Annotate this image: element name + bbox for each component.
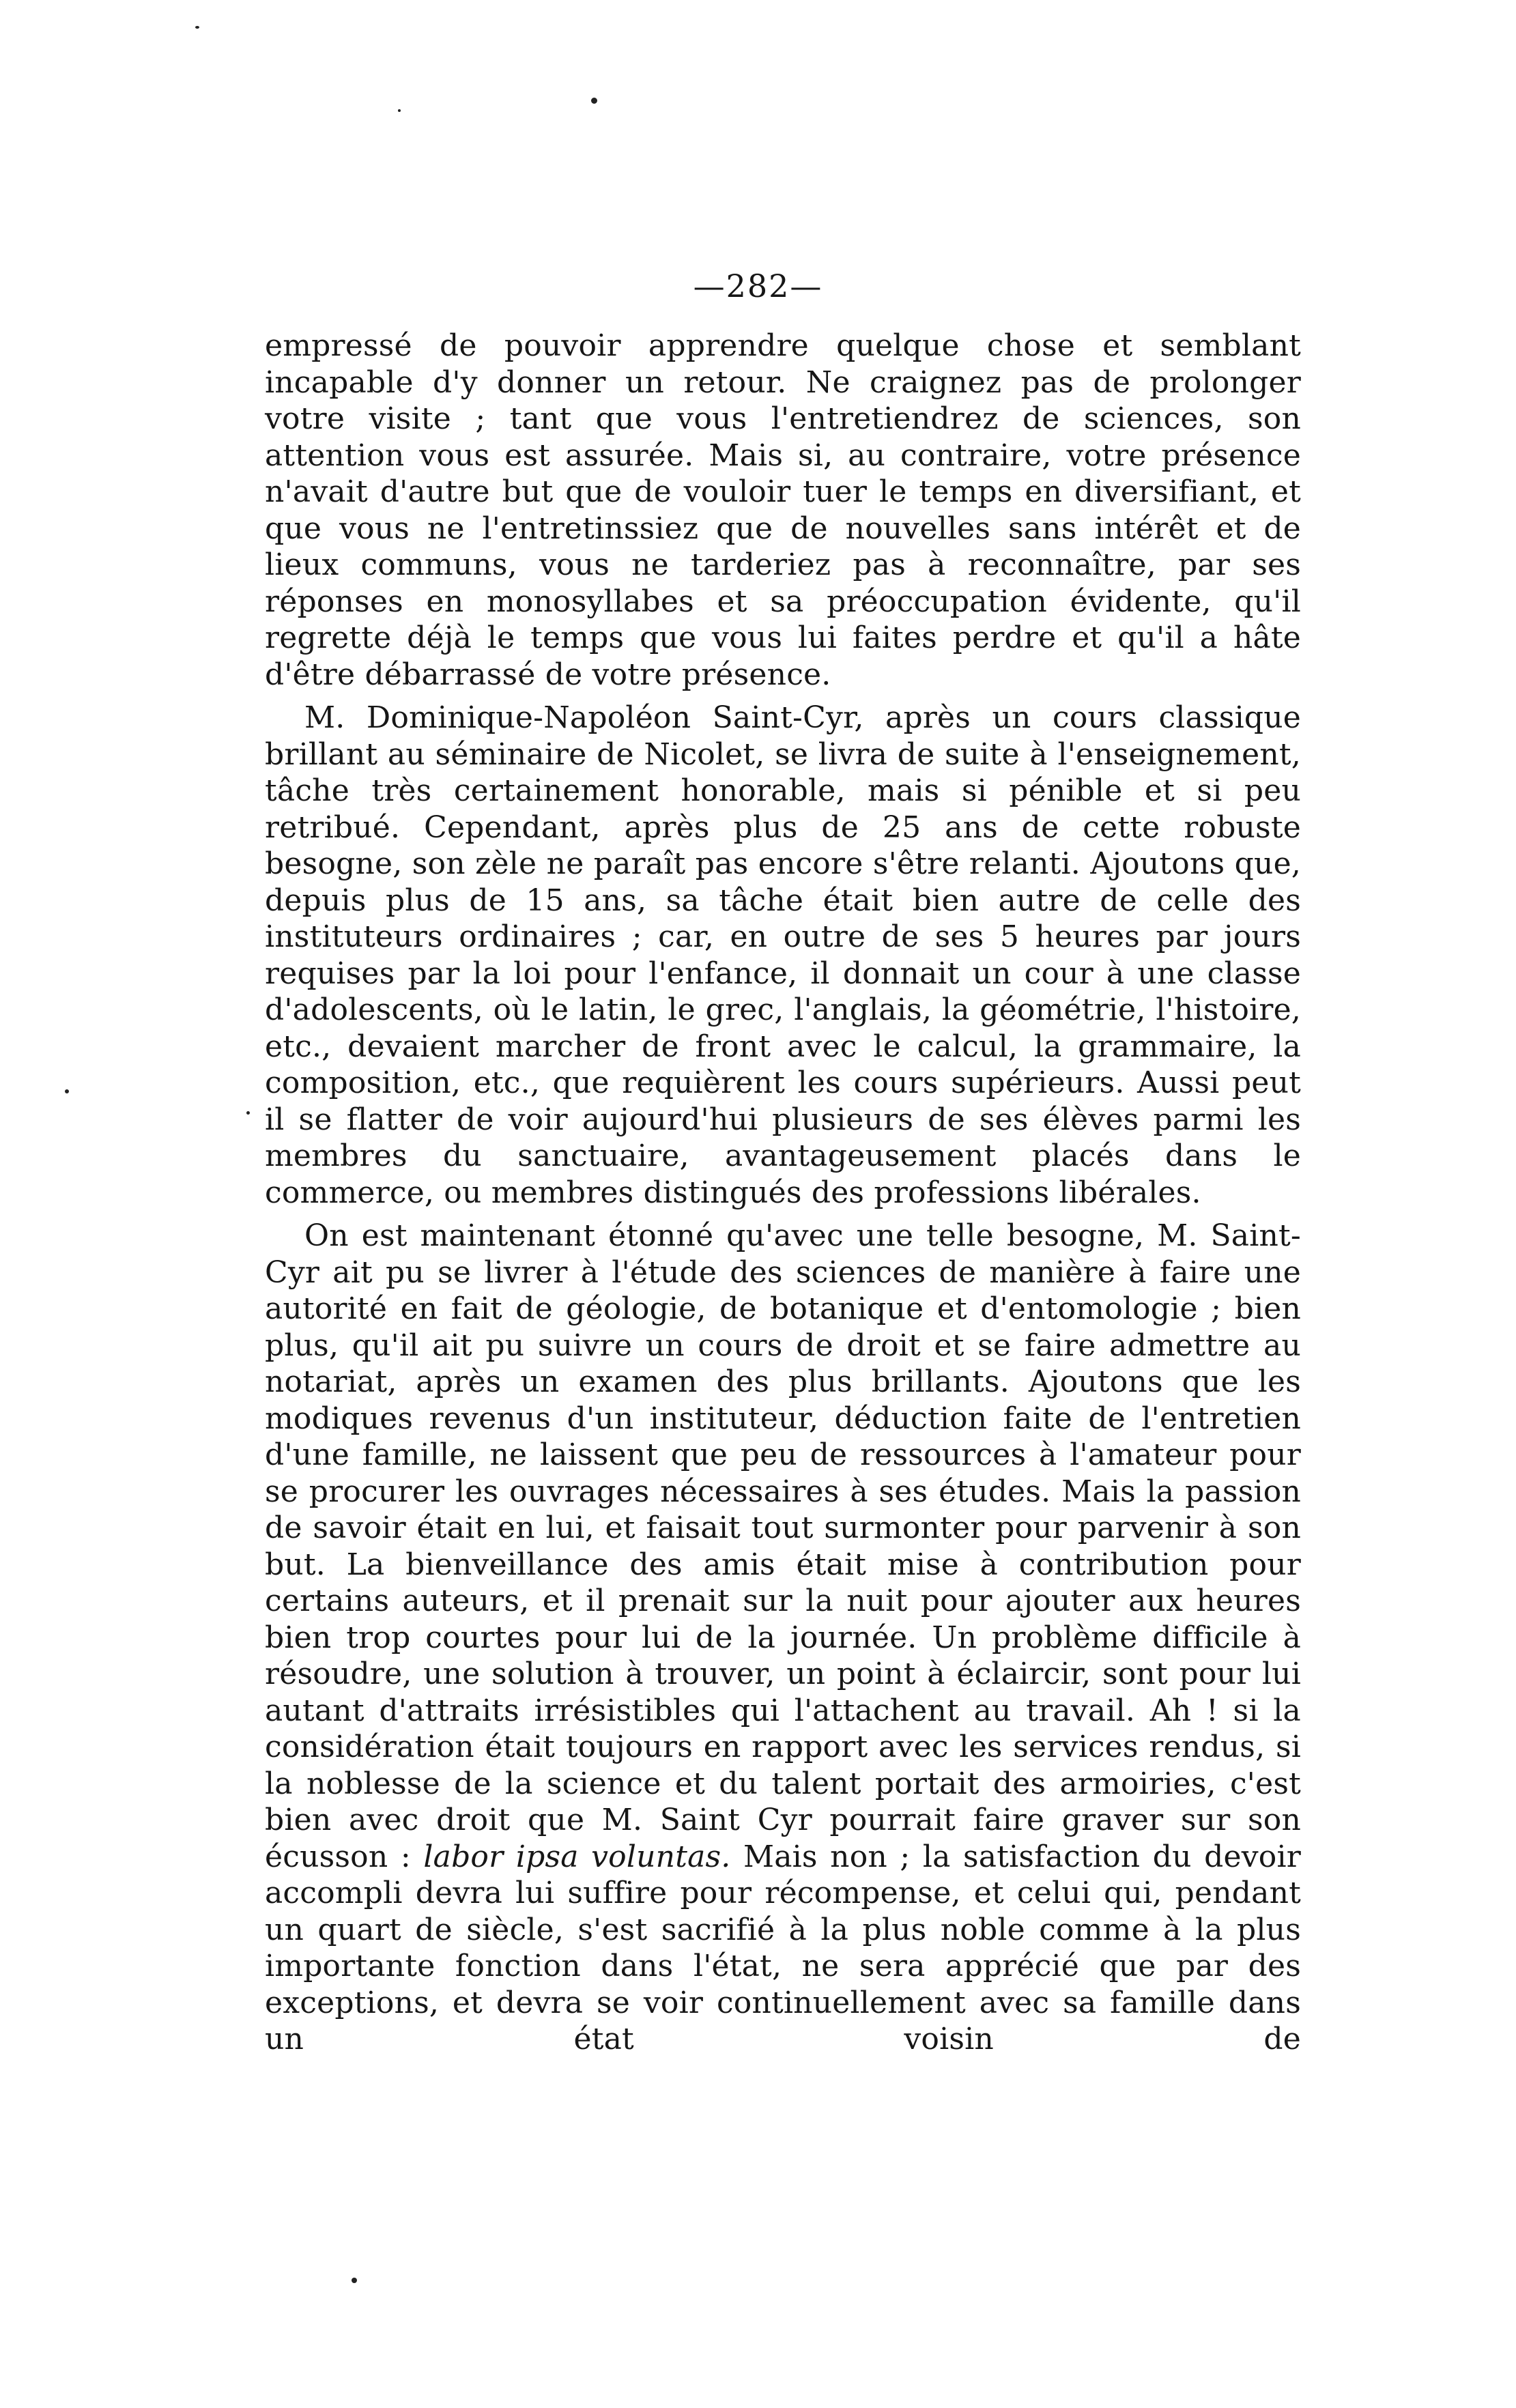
ink-speck xyxy=(591,98,597,104)
body-text xyxy=(265,328,1301,2058)
ink-speck xyxy=(246,1111,250,1115)
ink-speck xyxy=(398,109,401,112)
paragraph: empressé de pouvoir apprendre quelque chose et semblant incapable d'y donner un retour. Ne craignez pas de prolonger votre visite ; tant que vous l'entretiendrez de sciences, son attention vous est assurée. Mais si, au contraire, votre présence n'avait d'autre but que de vouloir tuer le temps en diversifiant, et que vous ne l'entretinssiez que de nouvelles sans intérêt et de lieux communs, vous ne tarderiez pas à reconnaître, par ses réponses en monosyllabes et sa préoccupation évidente, qu'il regrette déjà le temps que vous lui faites perdre et qu'il a hâte d'être débarrassé de votre présence. xyxy=(265,328,1301,692)
paragraph xyxy=(265,1218,1301,2058)
paragraph-text: Mais non ; la satisfaction du devoir accompli devra lui suffire pour récompense, et celui qui, pendant un quart de siècle, s'est sacrifié à la plus noble comme à la plus importante fonction dans l'état, ne sera apprécié que par des exceptions, et devra se voir continuellement avec sa famille dans un état voisin de xyxy=(265,1839,1301,2056)
ink-speck xyxy=(195,26,199,29)
page-number: —282— xyxy=(693,268,823,304)
ink-speck xyxy=(65,1089,69,1093)
ink-speck xyxy=(352,2278,357,2283)
latin-motto: labor ipsa voluntas. xyxy=(423,1839,731,1874)
paragraph-text: On est maintenant étonné qu'avec une telle besogne, M. Saint-Cyr ait pu se livrer à l'étude des sciences de manière à faire une autorité en fait de géologie, de botanique et d'entomologie ; bien plus, qu'il ait pu suivre un cours de droit et se faire admettre au notariat, après un examen des plus brillants. Ajoutons que les modiques revenus d'un instituteur, déduction faite de l'entretien d'une famille, ne laissent que peu de ressources à l'amateur pour se procurer les ouvrages nécessaires à ses études. Mais la passion de savoir était en lui, et faisait tout surmonter pour parvenir à son but. La bienveillance des amis était mise à contribution pour certains auteurs, et il prenait sur la nuit pour ajouter aux heures bien trop courtes pour lui de la journée. Un problème difficile à résoudre, une solution à trouver, un point à éclaircir, sont pour lui autant d'attraits irrésistibles qui l'attachent au travail. Ah ! si la considération était toujours en rapport avec les services rendus, si la noblesse de la science et du talent portait des armoiries, c'est bien avec droit que M. Saint Cyr pourrait faire graver sur son écusson : xyxy=(265,1218,1301,1874)
paragraph: M. Dominique-Napoléon Saint-Cyr, après un cours classique brillant au séminaire de Nicolet, se livra de suite à l'enseignement, tâche très certainement honorable, mais si pénible et si peu retribué. Cependant, après plus de 25 ans de cette robuste besogne, son zèle ne paraît pas encore s'être relanti. Ajoutons que, depuis plus de 15 ans, sa tâche était bien autre de celle des instituteurs ordinaires ; car, en outre de ses 5 heures par jours requises par la loi pour l'enfance, il donnait un cour à une classe d'adolescents, où le latin, le grec, l'anglais, la géométrie, l'histoire, etc., devaient marcher de front avec le calcul, la grammaire, la composition, etc., que requièrent les cours supérieurs. Aussi peut il se flatter de voir aujourd'hui plusieurs de ses élèves parmi les membres du sanctuaire, avantageusement placés dans le commerce, ou membres distingués des professions libérales. xyxy=(265,700,1301,1210)
